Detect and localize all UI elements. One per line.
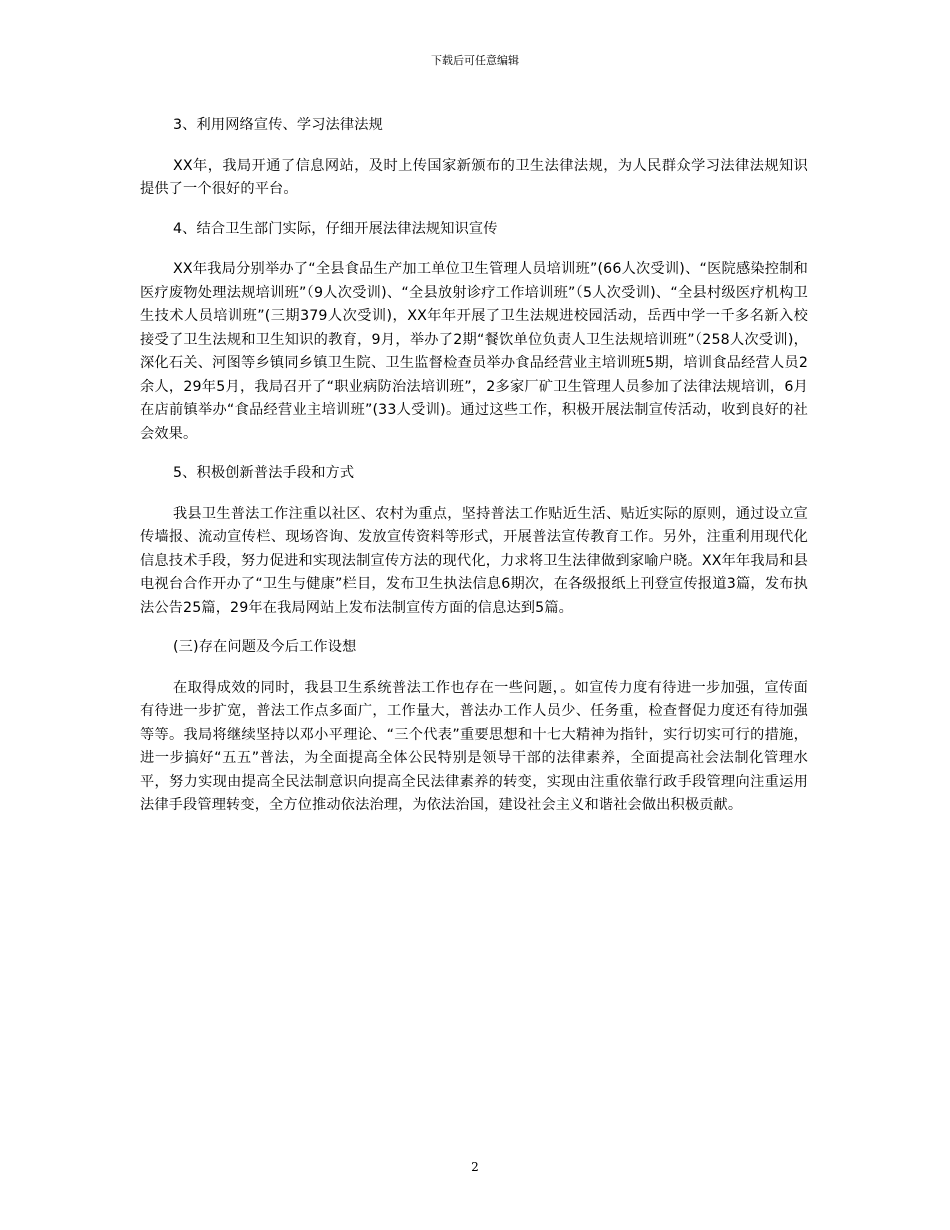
section-heading: 5、积极创新普法手段和方式	[173, 465, 355, 481]
body-paragraph: XX年我局分别举办了“全县食品生产加工单位卫生管理人员培训班”(66人次受训)、“医院感染控制和医疗废物处理法规培训班”（9人次受训)、“全县放射诊疗工作培训班”（5人次受训)、“全县村级医疗机构卫生技术人员培训班”(三期379人次受训)，XX年年开展了卫生法规进校园活动，岳西中学一千多名新入校接受了卫生法规和卫生知识的教育，9月，举办了2期“餐饮单位负责人卫生法规培训班”（258人次受训)，深化石关、河图等乡镇同乡镇卫生院、卫生监督检查员举办食品经营业主培训班5期，培训食品经营人员2余人，29年5月，我局召开了“职业病防治法培训班”，2多家厂矿卫生管理人员参加了法律法规培训，6月在店前镇举办“食品经营业主培训班”(33人受训)。通过这些工作，积极开展法制宣传活动，收到良好的社会效果。	[140, 261, 808, 442]
page-header: 下载后可任意编辑	[431, 54, 519, 67]
page-number: 2	[471, 1160, 479, 1174]
section-heading: 3、利用网络宣传、学习法律法规	[173, 117, 383, 133]
section-heading: 4、结合卫生部门实际，仔细开展法律法规知识宣传	[173, 220, 498, 237]
section-heading: (三)存在问题及今后工作设想	[173, 639, 357, 655]
document-body	[140, 114, 808, 834]
body-paragraph: 在取得成效的同时，我县卫生系统普法工作也存在一些问题，。如宣传力度有待进一步加强，宣传面有待进一步扩宽，普法工作点多面广，工作量大，普法办工作人员少、任务重，检查督促力度还有待加强等等。我局将继续坚持以邓小平理论、“三个代表”重要思想和十七大精神为指针，实行切实可行的措施，进一步搞好“五五”普法，为全面提高全体公民特别是领导干部的法律素养，全面提高社会法制化管理水平，努力实现由提高全民法制意识向提高全民法律素养的转变，实现由注重依靠行政手段管理向注重运用法律手段管理转变，全方位推动依法治理，为依法治国，建设社会主义和谐社会做出积极贡献。	[140, 679, 808, 813]
body-paragraph: XX年，我局开通了信息网站，及时上传国家新颁布的卫生法律法规，为人民群众学习法律法规知识提供了一个很好的平台。	[140, 157, 808, 197]
body-paragraph: 我县卫生普法工作注重以社区、农村为重点，坚持普法工作贴近生活、贴近实际的原则，通过设立宣传墙报、流动宣传栏、现场咨询、发放宣传资料等形式，开展普法宣传教育工作。另外，注重利用现代化信息技术手段，努力促进和实现法制宣传方法的现代化，力求将卫生法律做到家喻户晓。XX年年我局和县电视台合作开办了“卫生与健康”栏目，发布卫生执法信息6期次，在各级报纸上刊登宣传报道3篇，发布执法公告25篇，29年在我局网站上发布法制宣传方面的信息达到5篇。	[140, 505, 808, 616]
